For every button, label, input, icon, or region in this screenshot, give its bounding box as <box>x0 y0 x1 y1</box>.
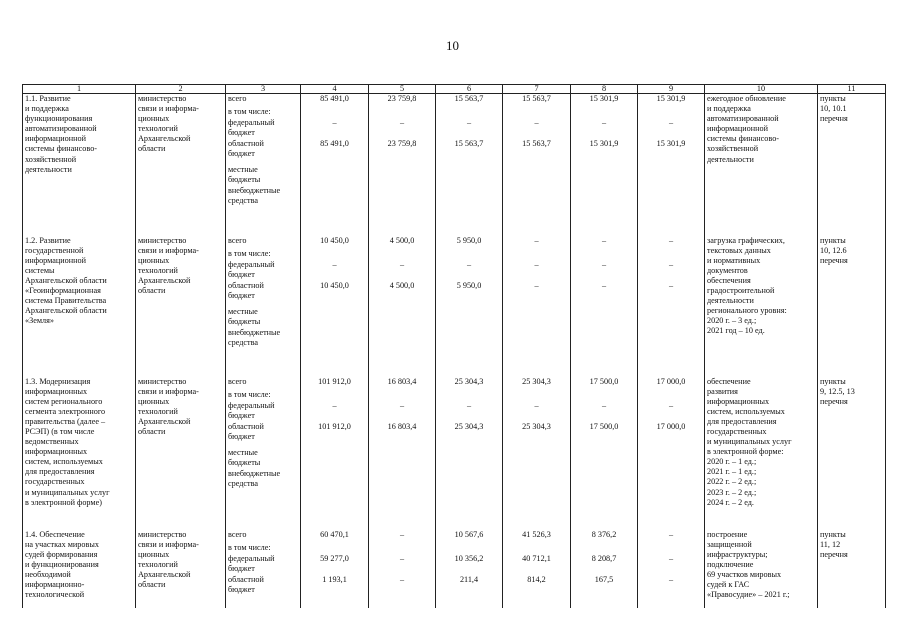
funding-values <box>436 377 503 530</box>
funding-value: – <box>601 259 607 269</box>
executor: министерство связи и информа- ционных технологий Архангельской области <box>136 94 226 236</box>
col-header: 9 <box>638 85 705 94</box>
activity-name: 1.1. Развитие и поддержка функционирования автоматизированной информационной системы финансово- хозяйственной деятельности <box>23 94 136 236</box>
header-row <box>23 85 886 94</box>
col-header: 5 <box>369 85 436 94</box>
funding-value <box>371 543 433 554</box>
funding-value <box>303 543 366 554</box>
funding-value: 10 450,0 <box>320 235 349 245</box>
funding-value: 23 759,8 <box>387 94 417 103</box>
table-row <box>23 530 886 608</box>
funding-value <box>438 107 500 118</box>
funding-values <box>436 530 503 608</box>
col-header: 2 <box>136 85 226 94</box>
expected-result: обеспечение развития информационных систем, используемых для предоставления государственных и муниципальных услуг в электронной форме: 2020 г. – 1 ед.; 2021 г. – 1 ед.; 2022 г. – 2 ед.; 2023 г. – 2 ед.; 2024 г. – 2 ед. <box>705 377 818 530</box>
funding-value: 15 301,9 <box>656 94 686 103</box>
funding-value: 17 000,0 <box>656 421 686 431</box>
funding-value: 25 304,3 <box>454 421 484 431</box>
funding-value: 16 803,4 <box>387 376 417 386</box>
activity-name: 1.2. Развитие государственной информационной системы Архангельской области «Геоинформационная система Правительства Архангельской области «Земля» <box>23 236 136 377</box>
program-links: пункты 10, 10.1 перечня <box>818 94 886 236</box>
funding-value <box>573 249 635 260</box>
program-links: пункты 11, 12 перечня <box>818 530 886 608</box>
funding-value <box>438 390 500 401</box>
funding-value: – <box>534 400 539 410</box>
funding-value: 15 301,9 <box>656 139 686 148</box>
funding-value: – <box>668 400 674 410</box>
funding-value: – <box>534 235 539 245</box>
funding-values <box>369 94 436 236</box>
funding-value: 211,4 <box>459 574 479 584</box>
funding-value: – <box>466 259 472 269</box>
funding-value <box>303 107 366 118</box>
funding-value: – <box>601 118 607 127</box>
funding-source: областной бюджет <box>228 574 264 594</box>
funding-value: – <box>668 574 674 584</box>
funding-sources <box>226 377 301 530</box>
funding-value: 5 950,0 <box>456 235 482 245</box>
funding-source: местные бюджеты <box>228 165 261 185</box>
funding-sources <box>226 530 301 608</box>
funding-values <box>301 377 369 530</box>
funding-values <box>301 94 369 236</box>
col-header: 10 <box>705 85 818 94</box>
funding-values <box>369 530 436 608</box>
funding-value: 101 912,0 <box>318 421 351 431</box>
funding-source: внебюджетные средства <box>228 186 281 206</box>
funding-value <box>573 107 635 118</box>
funding-value: – <box>399 118 405 127</box>
funding-value: 5 950,0 <box>456 280 482 290</box>
funding-value: 25 304,3 <box>522 376 551 386</box>
funding-value: 15 301,9 <box>589 94 619 103</box>
funding-value <box>371 107 433 118</box>
funding-value: 4 500,0 <box>389 280 415 290</box>
funding-source: местные бюджеты <box>228 447 261 467</box>
funding-value <box>640 390 702 401</box>
funding-source: в том числе: <box>228 248 271 258</box>
funding-source: областной бюджет <box>228 139 264 159</box>
funding-value: 17 000,0 <box>656 376 686 386</box>
funding-value <box>640 107 702 118</box>
funding-value: – <box>601 400 607 410</box>
funding-values <box>571 94 638 236</box>
page-number: 10 <box>446 38 459 53</box>
funding-value: – <box>399 574 405 584</box>
funding-source: всего <box>228 94 247 103</box>
funding-value: – <box>534 280 539 290</box>
funding-value: 23 759,8 <box>387 139 417 148</box>
funding-value: – <box>399 400 405 410</box>
funding-value: 15 563,7 <box>454 139 484 148</box>
funding-value <box>505 249 568 260</box>
funding-sources <box>226 94 301 236</box>
funding-value <box>505 390 568 401</box>
expected-result: построение защищенной инфраструктуры; подключение 69 участков мировых судей к ГАС «Правосудие» – 2021 г.; <box>705 530 818 608</box>
funding-source: всего <box>228 376 247 386</box>
funding-values <box>571 236 638 377</box>
activity-name: 1.4. Обеспечение на участках мировых судей формирования и функционирования необходимой информационно- технологической <box>23 530 136 608</box>
funding-value <box>640 249 702 260</box>
funding-values <box>503 377 571 530</box>
funding-value: 814,2 <box>527 574 546 584</box>
executor: министерство связи и информа- ционных технологий Архангельской области <box>136 236 226 377</box>
funding-value: 85 491,0 <box>320 94 349 103</box>
funding-value: 15 563,7 <box>522 139 551 148</box>
funding-value: 10 356,2 <box>454 553 484 563</box>
funding-value <box>438 543 500 554</box>
funding-value: 15 563,7 <box>454 94 484 103</box>
table-row <box>23 94 886 236</box>
col-header: 3 <box>226 85 301 94</box>
funding-values <box>369 236 436 377</box>
activity-name: 1.3. Модернизация информационных систем регионального сегмента электронного правительства (далее – РСЭП) (в том числе ведомственных информационных систем, используемых для предоставления государственных и муниципальных услуг в электронной форме) <box>23 377 136 530</box>
funding-value: – <box>466 118 472 127</box>
funding-value: – <box>668 280 674 290</box>
funding-value: 10 567,6 <box>454 529 484 539</box>
executor: министерство связи и информа- ционных технологий Архангельской области <box>136 377 226 530</box>
funding-values <box>503 530 571 608</box>
funding-value: 25 304,3 <box>522 421 551 431</box>
funding-source: в том числе: <box>228 389 271 399</box>
funding-source: областной бюджет <box>228 280 264 300</box>
funding-value: 167,5 <box>594 574 614 584</box>
funding-value: 8 376,2 <box>591 529 617 539</box>
funding-value: – <box>668 259 674 269</box>
funding-values <box>638 530 705 608</box>
funding-source: всего <box>228 529 247 539</box>
funding-value: – <box>668 118 674 127</box>
funding-value <box>573 390 635 401</box>
funding-value: – <box>668 553 674 563</box>
funding-values <box>571 377 638 530</box>
funding-value: – <box>399 529 405 539</box>
funding-value: – <box>601 280 607 290</box>
expected-result: загрузка графических, текстовых данных и нормативных документов обеспечения градостроительной деятельности регионального уровня: 2020 г. – 3 ед.; 2021 год – 10 ед. <box>705 236 818 377</box>
funding-sources <box>226 236 301 377</box>
funding-source: местные бюджеты <box>228 306 261 326</box>
funding-value: – <box>668 235 674 245</box>
expected-result: ежегодное обновление и поддержка автоматизированной информационной системы финансово- хозяйственной деятельности <box>705 94 818 236</box>
funding-source: областной бюджет <box>228 421 264 441</box>
col-header: 7 <box>503 85 571 94</box>
funding-value: 17 500,0 <box>589 376 619 386</box>
funding-values <box>301 236 369 377</box>
funding-value: 8 208,7 <box>591 553 617 563</box>
funding-source: федеральный бюджет <box>228 259 275 279</box>
funding-values <box>436 94 503 236</box>
table-row <box>23 377 886 530</box>
funding-source: федеральный бюджет <box>228 553 275 573</box>
funding-value: 4 500,0 <box>389 235 415 245</box>
funding-values <box>503 94 571 236</box>
funding-value: – <box>399 553 405 563</box>
funding-value: 85 491,0 <box>320 139 349 148</box>
funding-values <box>301 530 369 608</box>
funding-value: 16 803,4 <box>387 421 417 431</box>
funding-source: внебюджетные средства <box>228 327 281 347</box>
funding-value: – <box>534 259 539 269</box>
table-body <box>23 94 886 608</box>
col-header: 8 <box>571 85 638 94</box>
funding-source: федеральный бюджет <box>228 118 275 138</box>
funding-value <box>303 390 366 401</box>
funding-value: – <box>332 400 337 410</box>
funding-value: 25 304,3 <box>454 376 484 386</box>
funding-value: – <box>668 529 674 539</box>
funding-value <box>371 249 433 260</box>
funding-value: 17 500,0 <box>589 421 619 431</box>
funding-values <box>571 530 638 608</box>
col-header: 11 <box>818 85 886 94</box>
funding-value <box>573 543 635 554</box>
executor: министерство связи и информа- ционных технологий Архангельской области <box>136 530 226 608</box>
funding-source: внебюджетные средства <box>228 468 281 488</box>
funding-values <box>436 236 503 377</box>
col-header: 4 <box>301 85 369 94</box>
funding-value: 15 301,9 <box>589 139 619 148</box>
funding-values <box>503 236 571 377</box>
funding-values <box>369 377 436 530</box>
funding-value: 41 526,3 <box>522 529 551 539</box>
funding-values <box>638 377 705 530</box>
funding-source: федеральный бюджет <box>228 400 275 420</box>
funding-value: 15 563,7 <box>522 94 551 103</box>
funding-value: 1 193,1 <box>322 574 347 584</box>
funding-value: 101 912,0 <box>318 376 351 386</box>
funding-value: – <box>466 400 472 410</box>
funding-value: 60 470,1 <box>320 529 349 539</box>
funding-value <box>505 543 568 554</box>
funding-value <box>438 249 500 260</box>
funding-values <box>638 94 705 236</box>
program-links: пункты 10, 12.6 перечня <box>818 236 886 377</box>
funding-value: – <box>601 235 607 245</box>
funding-source: в том числе: <box>228 542 271 552</box>
col-header: 1 <box>23 85 136 94</box>
funding-value: 59 277,0 <box>320 553 349 563</box>
funding-value <box>371 390 433 401</box>
funding-value: – <box>332 259 337 269</box>
program-links: пункты 9, 12.5, 13 перечня <box>818 377 886 530</box>
funding-value: – <box>399 259 405 269</box>
table-row <box>23 236 886 377</box>
funding-value: 10 450,0 <box>320 280 349 290</box>
funding-source: в том числе: <box>228 107 271 116</box>
program-table <box>22 84 886 608</box>
col-header: 6 <box>436 85 503 94</box>
funding-value <box>303 249 366 260</box>
funding-value <box>640 543 702 554</box>
funding-value: – <box>332 118 337 127</box>
funding-value: 40 712,1 <box>522 553 551 563</box>
funding-values <box>638 236 705 377</box>
funding-value <box>505 107 568 118</box>
funding-value: – <box>534 118 539 127</box>
funding-source: всего <box>228 235 247 245</box>
